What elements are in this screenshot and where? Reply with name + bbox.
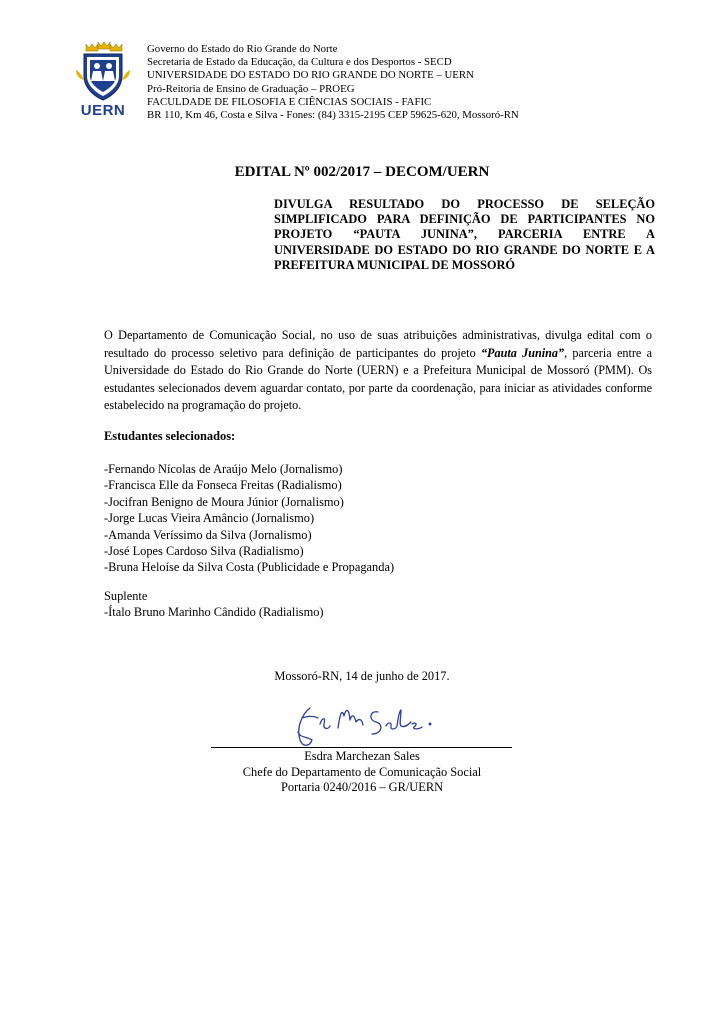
list-item: -José Lopes Cardoso Silva (Radialismo) (104, 544, 304, 559)
document-title: EDITAL Nº 002/2017 – DECOM/UERN (234, 164, 490, 180)
uern-logo (72, 40, 134, 120)
header-line: Pró-Reitoria de Ensino de Graduação – PROEG (147, 82, 355, 95)
logo-label: UERN (80, 102, 126, 119)
list-item: -Jocifran Benigno de Moura Júnior (Jornalismo) (104, 494, 344, 509)
header-line: Secretaria de Estado da Educação, da Cultura e dos Desportos - SECD (147, 56, 452, 69)
list-item: -Fernando Nícolas de Araújo Melo (Jornalismo) (104, 462, 343, 476)
signatory-role: Chefe do Departamento de Comunicação Social (242, 764, 482, 779)
list-item: -Francisca Elle da Fonseca Freitas (Radialismo) (104, 478, 342, 493)
place-date: Mossoró-RN, 14 de junho de 2017. (274, 669, 450, 683)
project-name: “Pauta Junina” (480, 345, 565, 360)
header-line: Governo do Estado do Rio Grande do Norte (147, 43, 338, 55)
body-text-part1: O Departamento de Comunicação Social, no uso de suas atribuições administrativas, divulga edital com o resultado do processo seletivo para definição de participantes do projeto (104, 328, 652, 360)
signatory-name: Esdra Marchezan Sales (304, 749, 420, 763)
edital-summary: DIVULGA RESULTADO DO PROCESSO DE SELEÇÃO SIMPLIFICADO PARA DEFINIÇÃO DE PARTICIPANTES NO PROJETO “PAUTA JUNINA”, PARCERIA ENTRE A UNIVERSIDADE DO ESTADO DO RIO GRANDE DO NORTE E A PREFEITURA MUNICIPAL DE MOSSORÓ (274, 197, 655, 272)
selected-heading: Estudantes selecionados: (104, 429, 236, 443)
list-item: -Jorge Lucas Vieira Amâncio (Jornalismo) (104, 511, 315, 526)
header-line: BR 110, Km 46, Costa e Silva - Fones: (84) 3315-2195 CEP 59625-620, Mossoró-RN (147, 109, 519, 122)
list-item: -Amanda Veríssimo da Silva (Jornalismo) (104, 527, 312, 542)
header-line: FACULDADE DE FILOSOFIA E CIÊNCIAS SOCIAIS - FAFIC (147, 95, 432, 108)
suplente-label: Suplente (104, 589, 148, 603)
body-paragraph (104, 327, 652, 415)
signature-line (211, 747, 512, 748)
signatory-ordinance: Portaria 0240/2016 – GR/UERN (280, 780, 444, 794)
students-list (104, 461, 394, 576)
body-text-part2: , parceria entre a Universidade do Estado do Rio Grande do Norte (UERN) e a Prefeitura Municipal de Mossoró (PMM). Os estudantes selecionados devem aguardar contato, por parte da coordenação, para iniciar as atividades conforme estabelecido na programação do projeto. (104, 345, 652, 413)
list-item: -Bruna Heloíse da Silva Costa (Publicidade e Propaganda) (104, 560, 395, 575)
header-line: UNIVERSIDADE DO ESTADO DO RIO GRANDE DO NORTE – UERN (147, 69, 474, 82)
uern-crest-icon (72, 40, 134, 102)
institution-header (147, 43, 519, 122)
signatory-block (0, 749, 724, 796)
suplente-name: -Ítalo Bruno Marinho Cândido (Radialismo) (104, 605, 324, 619)
handwritten-signature (280, 694, 440, 754)
